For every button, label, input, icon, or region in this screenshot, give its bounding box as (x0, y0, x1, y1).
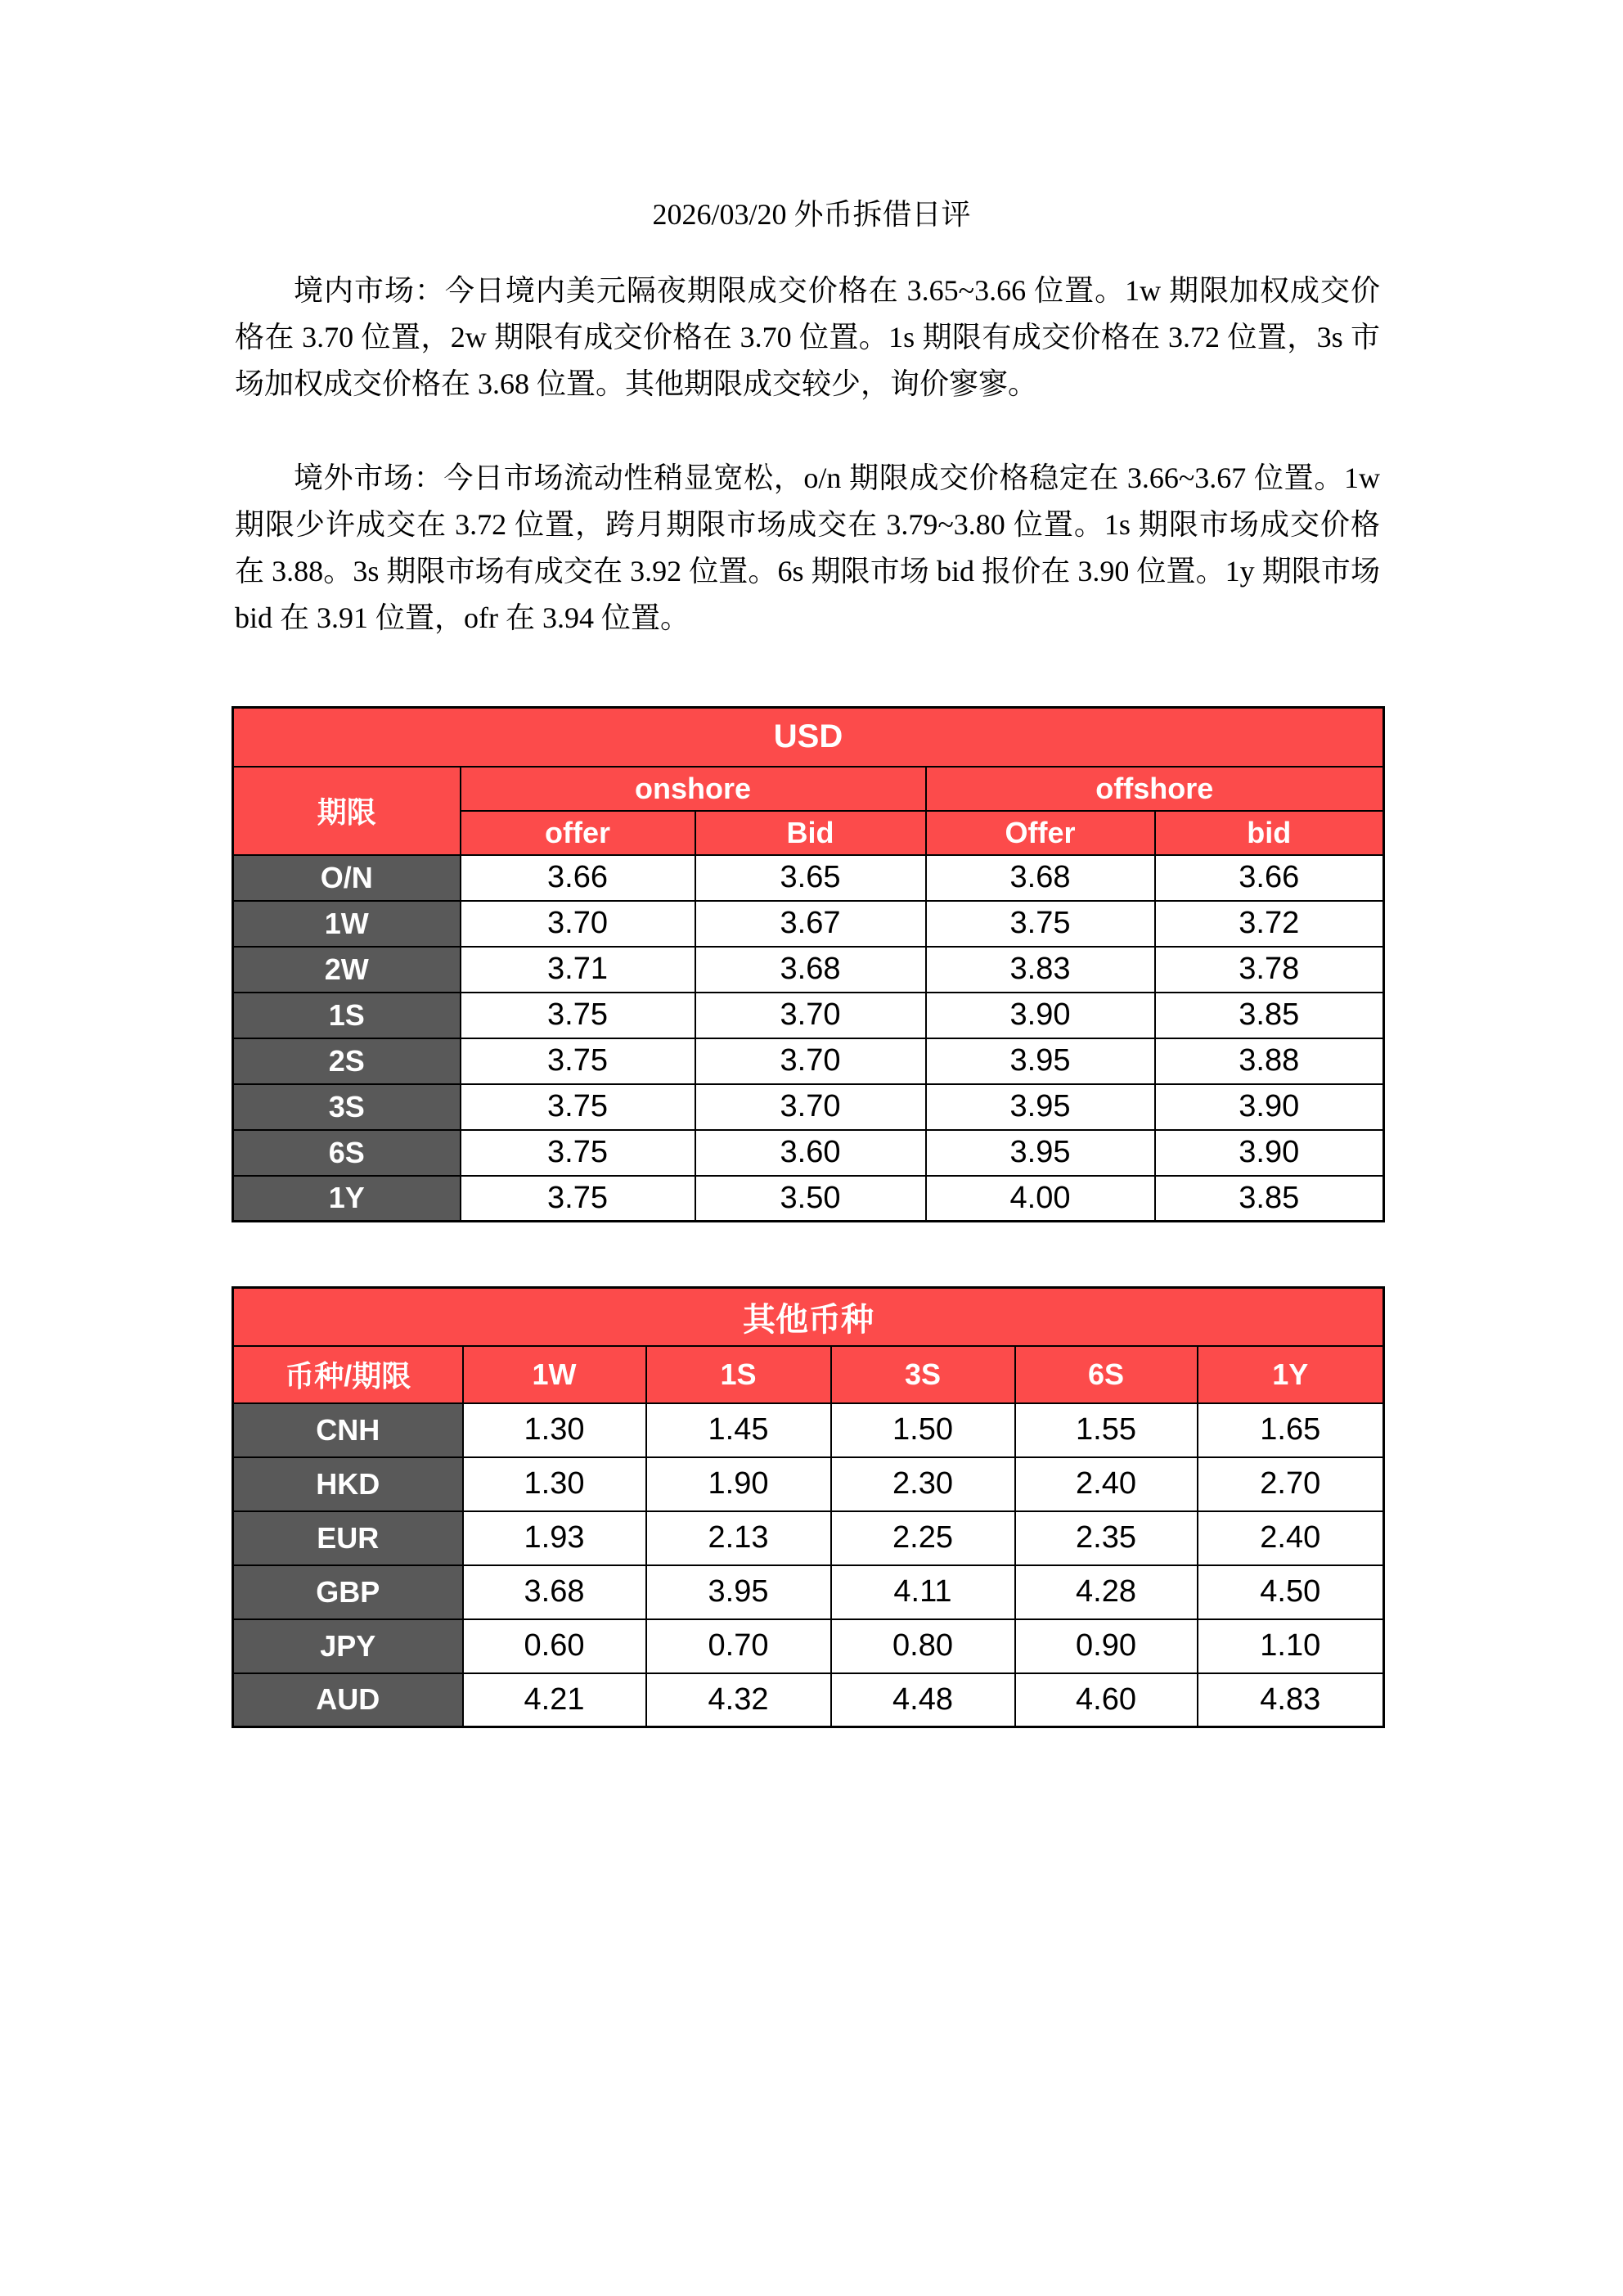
table-row (233, 1619, 1384, 1673)
value-cell: 3.90 (1155, 1084, 1384, 1130)
onshore-bid-header-cell: Bid (695, 811, 926, 855)
value-cell: 3.75 (926, 901, 1155, 947)
other-table-header-row (233, 1346, 1384, 1403)
value-cell: 3.75 (461, 993, 695, 1038)
value-cell: 3.83 (926, 947, 1155, 993)
value-cell: 3.95 (926, 1130, 1155, 1176)
table-row (233, 1130, 1384, 1176)
value-cell: 3.70 (695, 1038, 926, 1084)
value-cell: 3.71 (461, 947, 695, 993)
value-cell: 4.21 (463, 1673, 646, 1727)
value-cell: 1.90 (646, 1457, 831, 1511)
value-cell: 3.75 (461, 1084, 695, 1130)
value-cell: 2.35 (1015, 1511, 1198, 1565)
row-header-cell: 6S (233, 1130, 461, 1176)
value-cell: 3.88 (1155, 1038, 1384, 1084)
usd-table-group-header-row (233, 767, 1384, 811)
value-cell: 3.85 (1155, 993, 1384, 1038)
value-cell: 4.32 (646, 1673, 831, 1727)
value-cell: 1.30 (463, 1403, 646, 1457)
value-cell: 2.70 (1198, 1457, 1384, 1511)
usd-rates-table (232, 706, 1385, 1222)
value-cell: 3.95 (646, 1565, 831, 1619)
value-cell: 1.93 (463, 1511, 646, 1565)
other-table-title: 其他币种 (233, 1288, 1384, 1346)
value-cell: 3.50 (695, 1176, 926, 1222)
value-cell: 2.25 (831, 1511, 1015, 1565)
row-header-cell: O/N (233, 855, 461, 901)
row-header-cell: HKD (233, 1457, 463, 1511)
value-cell: 0.60 (463, 1619, 646, 1673)
table-row (233, 1084, 1384, 1130)
usd-table-title-row (233, 708, 1384, 767)
row-header-cell: AUD (233, 1673, 463, 1727)
row-header-cell: 3S (233, 1084, 461, 1130)
table-row (233, 855, 1384, 901)
value-cell: 4.60 (1015, 1673, 1198, 1727)
value-cell: 3.70 (461, 901, 695, 947)
value-cell: 3.85 (1155, 1176, 1384, 1222)
value-cell: 0.70 (646, 1619, 831, 1673)
value-cell: 3.70 (695, 1084, 926, 1130)
value-cell: 1.10 (1198, 1619, 1384, 1673)
usd-table-title: USD (233, 708, 1384, 767)
col-header-cell: 1W (463, 1346, 646, 1403)
value-cell: 3.67 (695, 901, 926, 947)
value-cell: 4.48 (831, 1673, 1015, 1727)
row-header-cell: 2W (233, 947, 461, 993)
value-cell: 4.83 (1198, 1673, 1384, 1727)
row-header-cell: 2S (233, 1038, 461, 1084)
value-cell: 3.68 (463, 1565, 646, 1619)
value-cell: 3.90 (926, 993, 1155, 1038)
table-row (233, 1511, 1384, 1565)
value-cell: 3.78 (1155, 947, 1384, 993)
value-cell: 3.68 (926, 855, 1155, 901)
value-cell: 4.50 (1198, 1565, 1384, 1619)
value-cell: 4.28 (1015, 1565, 1198, 1619)
value-cell: 3.70 (695, 993, 926, 1038)
value-cell: 0.90 (1015, 1619, 1198, 1673)
currency-term-corner-cell: 币种/期限 (233, 1346, 463, 1403)
value-cell: 4.11 (831, 1565, 1015, 1619)
row-header-cell: 1W (233, 901, 461, 947)
other-currencies-table (232, 1286, 1385, 1728)
offshore-offer-header-cell: Offer (926, 811, 1155, 855)
offshore-bid-header-cell: bid (1155, 811, 1384, 855)
table-row (233, 1673, 1384, 1727)
other-table-title-row (233, 1288, 1384, 1346)
value-cell: 1.45 (646, 1403, 831, 1457)
value-cell: 3.75 (461, 1130, 695, 1176)
table-row (233, 947, 1384, 993)
value-cell: 2.30 (831, 1457, 1015, 1511)
value-cell: 1.30 (463, 1457, 646, 1511)
value-cell: 3.72 (1155, 901, 1384, 947)
value-cell: 0.80 (831, 1619, 1015, 1673)
table-row (233, 901, 1384, 947)
paragraph-domestic-market: 境内市场：今日境内美元隔夜期限成交价格在 3.65~3.66 位置。1w 期限加权成交价格在 3.70 位置，2w 期限有成交价格在 3.70 位置。1s 期限有成交价格在 3.72 位置，3s 市场加权成交价格在 3.68 位置。其他期限成交较少，询价寥寥。 (235, 274, 1380, 400)
value-cell: 2.40 (1015, 1457, 1198, 1511)
value-cell: 3.95 (926, 1084, 1155, 1130)
onshore-offer-header-cell: offer (461, 811, 695, 855)
row-header-cell: JPY (233, 1619, 463, 1673)
value-cell: 3.95 (926, 1038, 1155, 1084)
value-cell: 3.60 (695, 1130, 926, 1176)
value-cell: 3.75 (461, 1176, 695, 1222)
offshore-header-cell: offshore (926, 767, 1384, 811)
onshore-header-cell: onshore (461, 767, 926, 811)
value-cell: 2.13 (646, 1511, 831, 1565)
value-cell: 3.68 (695, 947, 926, 993)
page-title: 2026/03/20 外币拆借日评 (652, 198, 971, 231)
table-row (233, 1403, 1384, 1457)
table-row (233, 1038, 1384, 1084)
value-cell: 4.00 (926, 1176, 1155, 1222)
row-header-cell: CNH (233, 1403, 463, 1457)
term-header-cell: 期限 (233, 767, 461, 855)
col-header-cell: 1Y (1198, 1346, 1384, 1403)
value-cell: 3.90 (1155, 1130, 1384, 1176)
table-row (233, 1457, 1384, 1511)
row-header-cell: 1S (233, 993, 461, 1038)
row-header-cell: 1Y (233, 1176, 461, 1222)
table-row (233, 1565, 1384, 1619)
row-header-cell: GBP (233, 1565, 463, 1619)
value-cell: 3.65 (695, 855, 926, 901)
value-cell: 3.66 (1155, 855, 1384, 901)
col-header-cell: 1S (646, 1346, 831, 1403)
value-cell: 3.75 (461, 1038, 695, 1084)
table-row (233, 993, 1384, 1038)
col-header-cell: 3S (831, 1346, 1015, 1403)
row-header-cell: EUR (233, 1511, 463, 1565)
value-cell: 1.50 (831, 1403, 1015, 1457)
value-cell: 2.40 (1198, 1511, 1384, 1565)
value-cell: 1.65 (1198, 1403, 1384, 1457)
value-cell: 1.55 (1015, 1403, 1198, 1457)
value-cell: 3.66 (461, 855, 695, 901)
table-row (233, 1176, 1384, 1222)
col-header-cell: 6S (1015, 1346, 1198, 1403)
paragraph-offshore-market: 境外市场：今日市场流动性稍显宽松，o/n 期限成交价格稳定在 3.66~3.67 位置。1w 期限少许成交在 3.72 位置，跨月期限市场成交在 3.79~3.80 位置。1s 期限市场成交价格在 3.88。3s 期限市场有成交在 3.92 位置。6s 期限市场 bid 报价在 3.90 位置。1y 期限市场 bid 在 3.91 位置，ofr 在 3.94 位置。 (235, 461, 1380, 634)
